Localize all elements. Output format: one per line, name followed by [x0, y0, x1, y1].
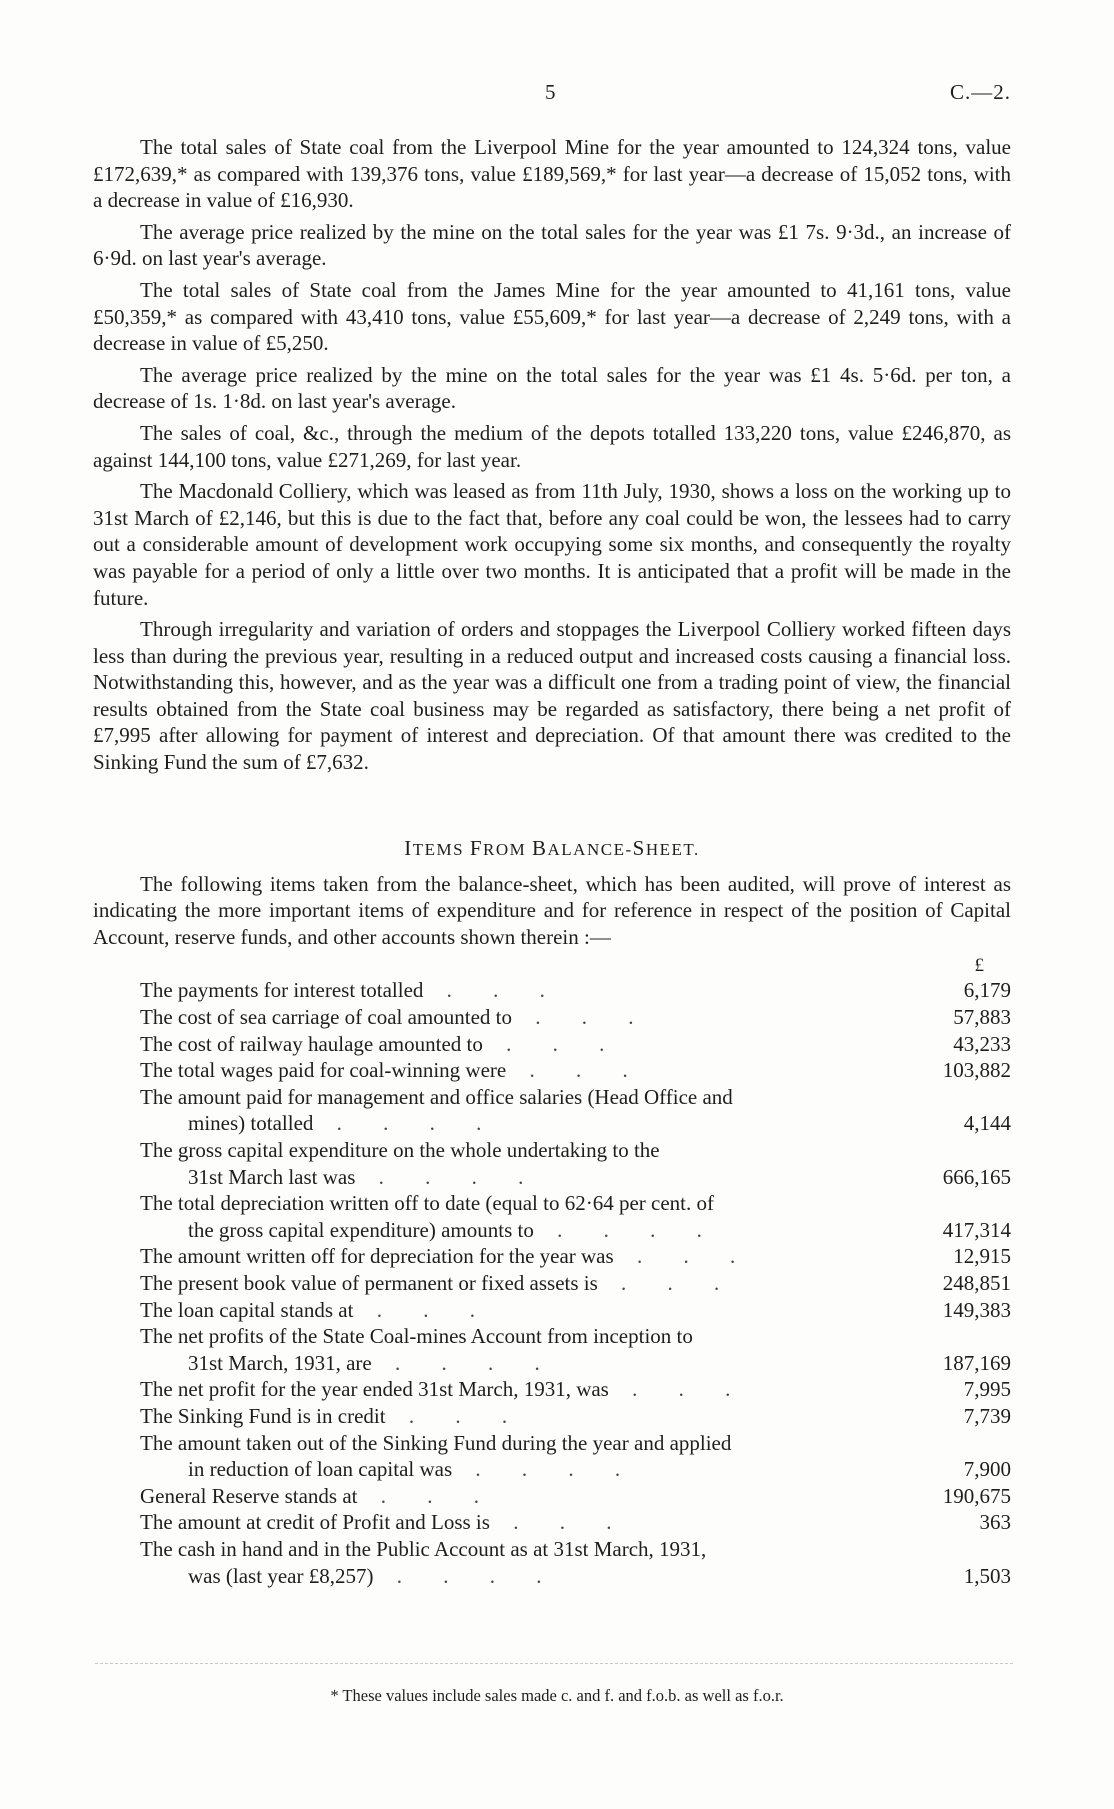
balance-item-text-continued: was (last year £8,257)	[188, 1563, 374, 1588]
currency-column-header: £	[974, 955, 984, 977]
dot-leader: . . .	[512, 1005, 652, 1030]
balance-item	[140, 1297, 1011, 1324]
dot-leader: . . .	[506, 1058, 646, 1083]
dot-leader: . . .	[613, 1244, 754, 1269]
paragraph-liverpool-sales: The total sales of State coal from the Liverpool Mine for the year amounted to 124,324 tons, value £172,639,* as compared with 139,376 tons, value £189,569,* for last year—a decrease of 15,052 tons, with a decrease in value of £16,930.	[93, 135, 1011, 213]
balance-item-text-continued: 31st March, 1931, are	[188, 1350, 372, 1375]
balance-item-amount: 4,144	[963, 1111, 1011, 1136]
balance-item-text: The loan capital stands at	[140, 1297, 354, 1322]
dot-leader: . . .	[597, 1270, 738, 1295]
balance-item-label	[140, 1430, 1011, 1483]
balance-item-label	[140, 1057, 1011, 1084]
dot-leader: . . .	[489, 1510, 630, 1535]
balance-item-label	[140, 1297, 1011, 1324]
paragraph-depot-sales: The sales of coal, &c., through the medium of the depots totalled 133,220 tons, value £246,870, as against 144,100 tons, value £271,269, for last year.	[93, 420, 1011, 472]
dot-leader: . . . .	[452, 1457, 639, 1482]
balance-item-label	[140, 1270, 1011, 1297]
balance-item-text: The total depreciation written off to date (equal to 62·64 per cent. of	[140, 1191, 714, 1216]
balance-item-amount: 7,995	[963, 1377, 1011, 1402]
balance-item-text: The amount taken out of the Sinking Fund during the year and applied	[140, 1430, 732, 1455]
balance-item-text-continued: the gross capital expenditure) amounts to	[188, 1217, 534, 1242]
balance-item-text: The amount at credit of Profit and Loss is	[140, 1510, 490, 1535]
balance-item-amount: 57,883	[953, 1005, 1011, 1030]
balance-item	[140, 1004, 1011, 1031]
dot-leader: . . . .	[373, 1563, 560, 1588]
balance-item-text: The present book value of permanent or fixed assets is	[140, 1270, 598, 1295]
balance-item-label	[140, 1084, 1011, 1137]
balance-item-label	[140, 1031, 1011, 1058]
balance-item-amount: 43,233	[953, 1031, 1011, 1056]
balance-item-label	[140, 1536, 1011, 1589]
balance-item	[140, 1323, 1011, 1376]
balance-item-text: The cost of sea carriage of coal amounted to	[140, 1005, 513, 1030]
paragraph-liverpool-colliery: Through irregularity and variation of orders and stoppages the Liverpool Colliery worked fifteen days less than during the previous year, resulting in a reduced output and increased costs causing a financial loss. Notwithstanding this, however, and as the year was a difficult one from a trading point of view, the financial results obtained from the State coal business may be regarded as satisfactory, there being a net profit of £7,995 after allowing for payment of interest and depreciation. Of that amount there was credited to the Sinking Fund the sum of £7,632.	[93, 617, 1011, 775]
balance-item-text-continued: 31st March last was	[188, 1164, 356, 1189]
balance-item	[140, 1509, 1011, 1536]
balance-item	[140, 1536, 1011, 1589]
paragraph-james-price: The average price realized by the mine on the total sales for the year was £1 4s. 5·6d. per ton, a decrease of 1s. 1·8d. on last year's average.	[93, 362, 1011, 414]
balance-item-label	[140, 1376, 1011, 1403]
document-code: C.—2.	[949, 80, 1011, 104]
balance-item	[140, 1270, 1011, 1297]
balance-item-text: The net profits of the State Coal-mines Account from inception to	[140, 1324, 693, 1349]
balance-item	[140, 1483, 1011, 1510]
balance-item-label	[140, 1190, 1011, 1243]
balance-item-amount: 7,900	[963, 1457, 1011, 1482]
balance-item	[140, 1031, 1011, 1058]
page-header	[0, 80, 1114, 110]
dot-leader: . . .	[357, 1483, 497, 1508]
balance-item-text: The total wages paid for coal-winning were	[140, 1058, 507, 1083]
balance-item-amount: 103,882	[942, 1058, 1011, 1083]
balance-item-amount: 187,169	[942, 1350, 1011, 1375]
balance-item	[140, 977, 1011, 1004]
paragraph-macdonald-colliery: The Macdonald Colliery, which was leased as from 11th July, 1930, shows a loss on the working up to 31st March of £2,146, but this is due to the fact that, before any coal could be won, the lessees had to carry out a considerable amount of development work occupying some six months, and consequently the royalty was payable for a period of only a little over two months. It is anticipated that a profit will be made in the future.	[93, 479, 1011, 610]
balance-item-label	[140, 1483, 1011, 1510]
balance-item-label	[140, 1137, 1011, 1190]
balance-item-amount: 190,675	[942, 1483, 1011, 1508]
paragraph-liverpool-price: The average price realized by the mine on the total sales for the year was £1 7s. 9·3d., an increase of 6·9d. on last year's average.	[93, 219, 1011, 271]
balance-item-amount: 363	[979, 1510, 1011, 1535]
paragraph-james-sales: The total sales of State coal from the James Mine for the year amounted to 41,161 tons, value £50,359,* as compared with 43,410 tons, value £55,609,* for last year—a decrease of 2,249 tons, with a decrease in value of £5,250.	[93, 277, 1011, 356]
balance-item-text-continued: mines) totalled	[188, 1111, 314, 1136]
section-intro: The following items taken from the balance-sheet, which has been audited, will prove of interest as indicating the more important items of expenditure and for reference in respect of the position of Capital Account, reserve funds, and other accounts shown therein :—	[93, 871, 1011, 949]
footnote: * These values include sales made c. and f. and f.o.b. as well as f.o.r.	[330, 1686, 784, 1705]
balance-item-amount: 7,739	[963, 1403, 1011, 1428]
balance-item	[140, 1243, 1011, 1270]
balance-item-amount: 6,179	[963, 978, 1011, 1003]
balance-item	[140, 1137, 1011, 1190]
balance-item-text: The payments for interest totalled	[140, 978, 424, 1003]
balance-item-label	[140, 1243, 1011, 1270]
balance-item-text: General Reserve stands at	[140, 1483, 358, 1508]
balance-item	[140, 1403, 1011, 1430]
balance-item	[140, 1190, 1011, 1243]
balance-item	[140, 1057, 1011, 1084]
balance-item-text: The amount paid for management and office salaries (Head Office and	[140, 1084, 733, 1109]
balance-item-amount: 1,503	[963, 1563, 1011, 1588]
page-number: 5	[545, 80, 556, 104]
balance-item	[140, 1084, 1011, 1137]
balance-item-text: The cost of railway haulage amounted to	[140, 1031, 483, 1056]
balance-item-text: The cash in hand and in the Public Account as at 31st March, 1931,	[140, 1536, 707, 1561]
balance-item-text: The gross capital expenditure on the whole undertaking to the	[140, 1138, 660, 1162]
section-heading: ITEMS FROM BALANCE-SHEET.	[404, 835, 700, 860]
balance-item-amount: 12,915	[953, 1244, 1011, 1269]
balance-sheet-items	[140, 977, 1011, 1589]
balance-item-label	[140, 1403, 1011, 1430]
balance-item-amount: 417,314	[942, 1217, 1011, 1242]
balance-item-label	[140, 977, 1011, 1004]
dot-leader: . . .	[608, 1377, 749, 1402]
balance-item-text: The Sinking Fund is in credit	[140, 1403, 386, 1428]
balance-item	[140, 1430, 1011, 1483]
dot-leader: . . .	[423, 978, 563, 1003]
balance-item-amount: 149,383	[942, 1297, 1011, 1322]
balance-item-amount: 666,165	[942, 1164, 1011, 1189]
dot-leader: . . .	[385, 1403, 526, 1428]
balance-item	[140, 1376, 1011, 1403]
dot-leader: . . .	[482, 1031, 623, 1056]
dot-leader: . . . .	[313, 1111, 500, 1136]
balance-item-text-continued: in reduction of loan capital was	[188, 1457, 453, 1482]
dot-leader: . . . .	[355, 1164, 542, 1189]
dot-leader: . . .	[353, 1297, 493, 1322]
balance-item-text: The amount written off for depreciation for the year was	[140, 1244, 614, 1269]
balance-item-label	[140, 1004, 1011, 1031]
footnote-divider	[95, 1663, 1013, 1664]
dot-leader: . . . .	[371, 1350, 558, 1375]
balance-item-label	[140, 1323, 1011, 1376]
balance-item-text: The net profit for the year ended 31st March, 1931, was	[140, 1377, 609, 1402]
page-body	[93, 134, 1011, 1589]
balance-item-amount: 248,851	[942, 1270, 1011, 1295]
dot-leader: . . . .	[533, 1217, 720, 1242]
balance-item-label	[140, 1509, 1011, 1536]
